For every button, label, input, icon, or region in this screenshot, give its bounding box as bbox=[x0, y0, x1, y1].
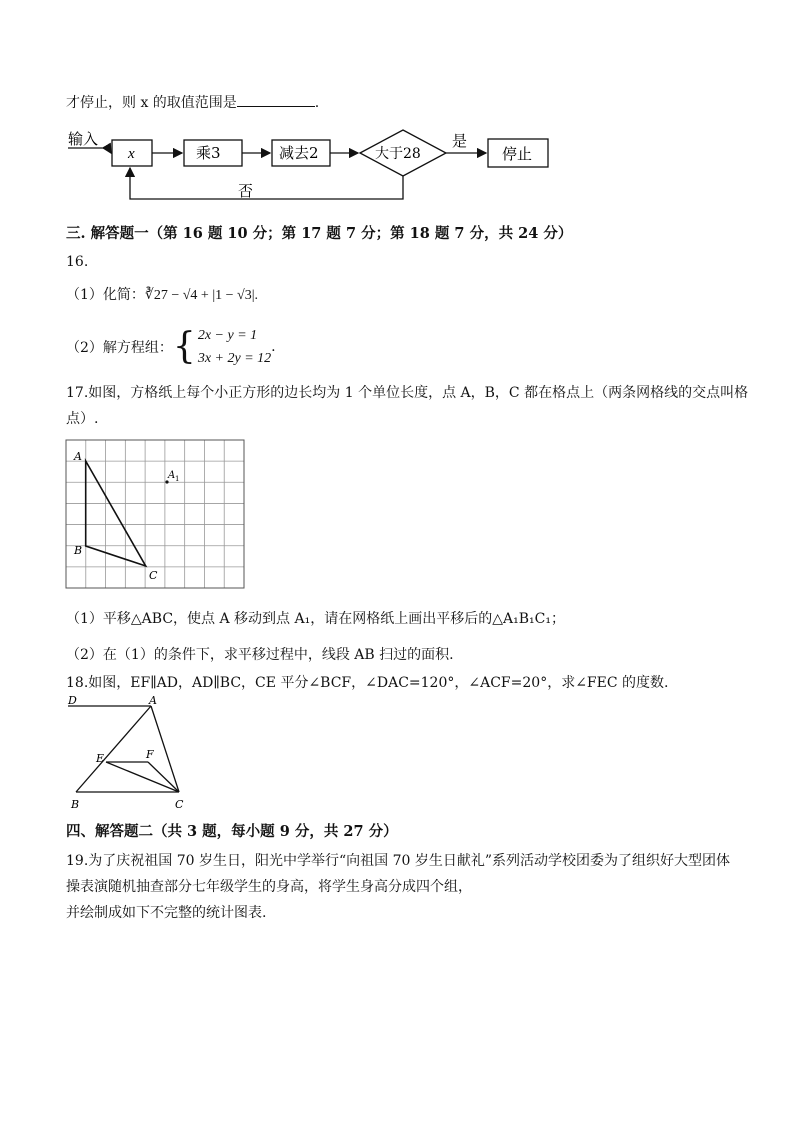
label-a1: A bbox=[168, 470, 176, 481]
label-f: F bbox=[146, 748, 154, 761]
flow-stop-text: 停止 bbox=[502, 145, 533, 163]
flow-x-text: x bbox=[128, 146, 135, 162]
label-a: A bbox=[74, 450, 82, 463]
q16-part2-label: （2）解方程组： bbox=[66, 340, 173, 356]
label-a1-sub: 1 bbox=[175, 475, 180, 483]
label-c: C bbox=[175, 798, 184, 811]
answer-blank bbox=[237, 92, 315, 107]
q16-part2: （2）解方程组：{ 2x − y = 1 3x + 2y = 12. bbox=[66, 324, 276, 370]
q16-part1 bbox=[66, 284, 258, 304]
flow-input-label: 输入 bbox=[68, 130, 99, 148]
q19-text-line2: 操表演随机抽查部分七年级学生的身高，将学生身高分成四个组， bbox=[66, 879, 472, 895]
equation-system bbox=[198, 324, 271, 370]
q18-figure bbox=[66, 696, 196, 814]
q17-text-line2: 点）. bbox=[66, 411, 99, 427]
flow-no-label: 否 bbox=[238, 182, 254, 200]
q16-number: 16. bbox=[66, 254, 89, 270]
q17-grid-figure bbox=[66, 440, 246, 590]
system-brace: { bbox=[172, 326, 196, 367]
q16-part1-expression: ∛27 − √4 + |1 − √3|. bbox=[144, 288, 259, 303]
q19-text-line1: 19.为了庆祝祖国 70 岁生日，阳光中学举行“向祖国 70 岁生日献礼”系列活动学校团委为了组织好大型团体 bbox=[66, 853, 731, 869]
equation-1: 2x − y = 1 bbox=[197, 328, 258, 343]
flow-mult-text: 乘3 bbox=[196, 144, 221, 162]
q17-part2: （2）在（1）的条件下，求平移过程中，线段 AB 扫过的面积. bbox=[66, 647, 454, 663]
label-b: B bbox=[71, 798, 80, 811]
label-d: D bbox=[68, 694, 77, 707]
flow-sub-text: 减去2 bbox=[279, 144, 319, 162]
section-3-title: 三. 解答题一（第 16 题 10 分；第 17 题 7 分；第 18 题 7 分，共 24 分） bbox=[66, 225, 573, 242]
label-b: B bbox=[74, 544, 83, 557]
flowchart bbox=[60, 126, 560, 208]
q17-part1: （1）平移△ABC，使点 A 移动到点 A₁，请在网格纸上画出平移后的△A₁B₁C₁； bbox=[66, 611, 565, 627]
flow-yes-label: 是 bbox=[452, 132, 468, 150]
q15-suffix: . bbox=[314, 95, 320, 111]
q19-text-line3: 并绘制成如下不完整的统计图表. bbox=[66, 905, 267, 921]
label-a: A bbox=[149, 694, 157, 707]
equation-2: 3x + 2y = 12 bbox=[197, 351, 272, 366]
q18-text: 18.如图，EF∥AD，AD∥BC，CE 平分∠BCF，∠DAC=120°，∠ACF=20°，求∠FEC 的度数. bbox=[66, 675, 669, 691]
label-c: C bbox=[149, 569, 158, 582]
flow-cond-text: 大于28 bbox=[375, 146, 421, 162]
section-4-title: 四、解答题二（共 3 题，每小题 9 分，共 27 分） bbox=[66, 823, 398, 840]
triangle-abc bbox=[86, 461, 146, 566]
q17-text-line1: 17.如图，方格纸上每个小正方形的边长均为 1 个单位长度，点 A，B，C 都在格点上（两条网格线的交点叫格 bbox=[66, 385, 749, 401]
label-e: E bbox=[96, 752, 105, 765]
q15-prefix: 才停止，则 x 的取值范围是 bbox=[66, 95, 237, 111]
q16-part1-label: （1）化简： bbox=[66, 287, 145, 303]
q15-line bbox=[66, 92, 319, 112]
